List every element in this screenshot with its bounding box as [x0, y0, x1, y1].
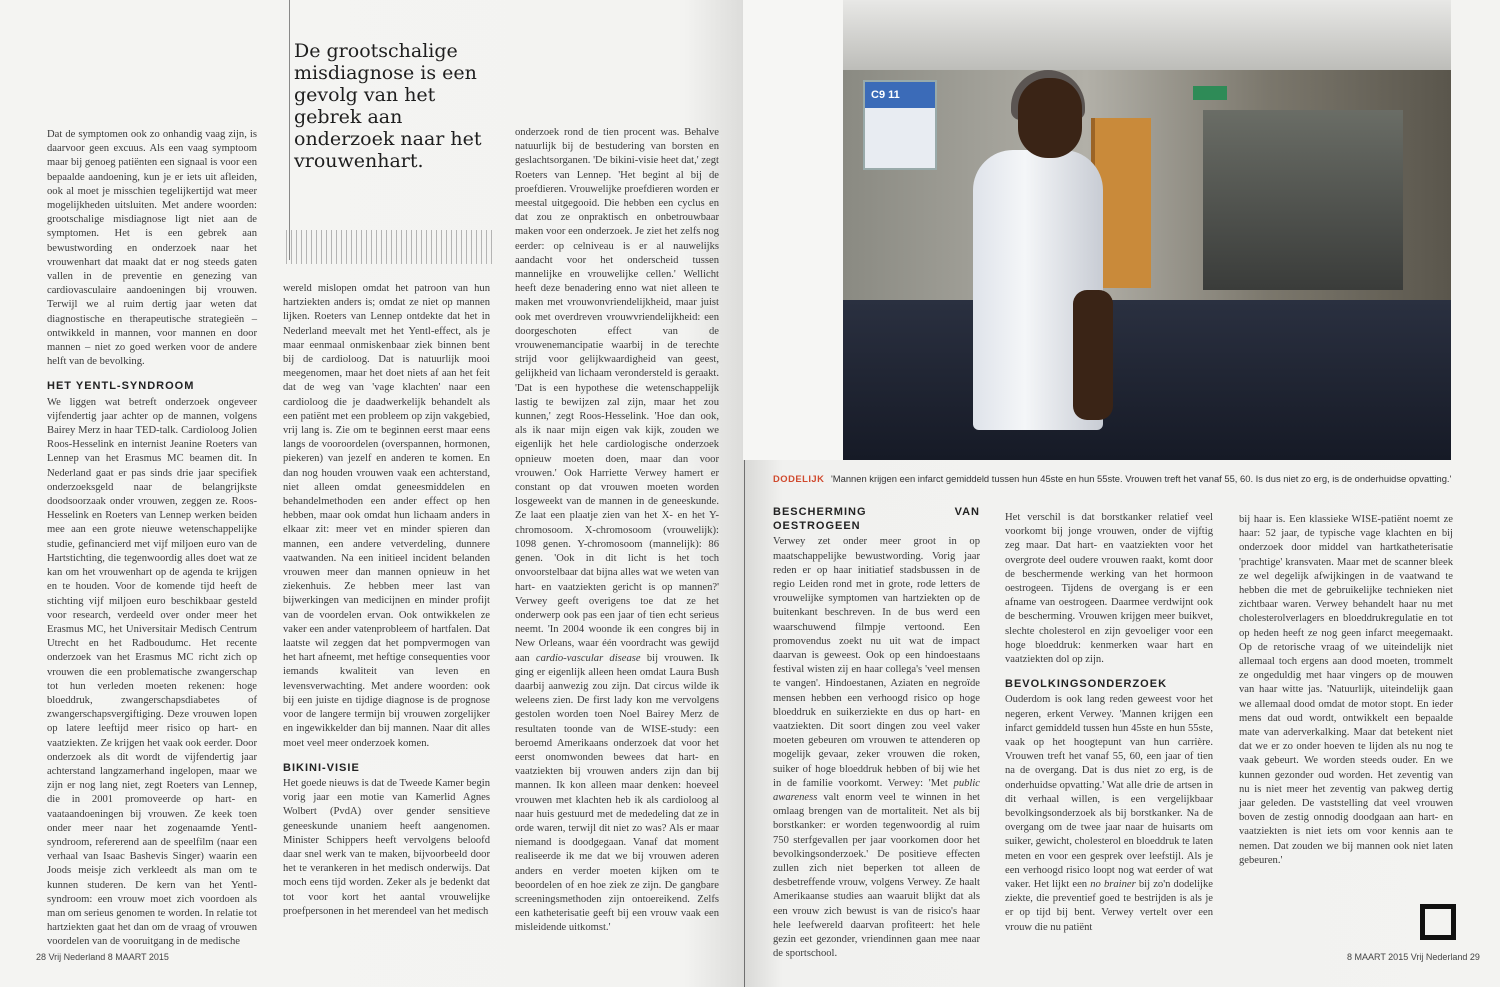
body-paragraph — [773, 535, 980, 961]
right-column-3 — [1239, 513, 1453, 868]
body-text: Verwey zet onder meer groot in op maatschappelijke bewustwording. Vorig jaar reden er op haar initiatief stadsbussen in de regio Leiden rond met in grote, rode letters de vrouwelijke symptomen van hartziekten op de buitenkant beschreven. In de bus werd een waarschuwend filmpje vertoond. Een promovendus zoekt nu uit wat de impact daarvan is geweest. Ook op een hindoestaans festival wisten zij en haar collega's 'veel mensen te vangen'. Hindoestanen, Aziaten en negroïde mensen hebben een verhoogd risico op hoge bloeddruk en suikerziekte en dus op hart- en vaatziekten. Dit soort dingen zou veel vaker moeten gebeuren om vrouwen te attenderen op mogelijk gevaar, zeker vrouwen die roken, suiker of hoge bloeddruk hebben of bij wie het in de familie voorkomt. Verwey: 'Met — [773, 536, 980, 789]
caption-label: DODELIJK — [773, 473, 825, 484]
intro-paragraph: Dat de symptomen ook zo onhandig vaag zijn, is daarvoor geen excuus. Als een vaag symptoom maar bij genoeg patiënten een signaal is voor een bepaalde aandoening, kun je er iets uit afleiden, ook al moet je misschien tegelijkertijd wat meer mogelijkheden uitsluiten. Met andere woorden: grootschalige misdiagnose ligt niet aan de symptomen. Het is een gebrek aan bewustwording en onderzoek naar het vrouwenhart dat maakt dat er nog steeds gaten vallen in de preventie en genezing van cardiovasculaire aandoeningen bij vrouwen. Terwijl we al ruim dertig jaar weten dat diagnostische en therapeutische strategieën – ontwikkeld in mannen, voor mannen en door mannen – niet zo goed werken voor de andere helft van de bevolking. — [47, 129, 257, 368]
left-column-2 — [283, 282, 490, 919]
right-column-1 — [773, 505, 980, 962]
photo-doctor-arm — [1073, 290, 1113, 420]
folio-right: 8 MAART 2015 Vrij Nederland 29 — [1347, 952, 1480, 962]
photo-ceiling — [843, 0, 1451, 70]
body-paragraph: wereld mislopen omdat het patroon van hun hartziekten anders is; omdat ze niet op mannen lijken. Roeters van Lennep ontdekte dat het in Nederland meevalt met het Yentl-effect, als je maar eenmaal onmiskenbaar ziek binnen bent bij de cardioloog. Dat is natuurlijk mooi meegenomen, maar het doet niets af aan het feit dat de weg van 'vage klachten' naar een cardioloog die je daadwerkelijk behandelt als een patiënt met een probleem op zijn vakgebied, vrij lang is. Zie om te beginnen eerst maar eens langs de vooroordelen (overspannen, hormonen, piekeren) van jezelf en anderen te komen. En dan nog houden vrouwen vaak een achterstand, niet alleen omdat geneesmiddelen en behandelmethoden een ander effect op hen hebben, maar ook omdat hun lichaam anders in elkaar zit: meer vet en minder spieren dan mannen, een andere vetverdeling, dunnere vaatwanden. Na een initieel incident belanden vrouwen meer dan mannen opnieuw in het ziekenhuis. Ze hebben meer last van bijwerkingen van medicijnen en minder profijt van de voordelen ervan. Ook ontwikkelen ze vaker een ander vatenprobleem of hartfalen. Dat laatste wil zeggen dat het pompvermogen van het hart afneemt, met heftige consequenties voor iemands kwaliteit van leven en levensverwachting. Met andere woorden: ook bij een juiste en tijdige diagnose is de prognose voor de langere termijn bij vrouwen zorgelijker en ingewikkelder dan bij mannen. Naar dit alles moet veel meer onderzoek komen. — [283, 283, 490, 749]
body-text: Ouderdom is ook lang reden geweest voor het negeren, erkent Verwey. 'Mannen krijgen een infarct gemiddeld tussen hun 45ste en hun 55ste, vaak op het hoogtepunt van hun carrière. Vrouwen treft het vanaf 55, 60, een jaar of tien na de overgang. Dat is dus niet zo erg, is de onderhuidse opvatting.' Wat alle drie de artsen in dit verhaal willen, is een vergelijkbaar bevolkingsonderzoek als bij borstkanker. Na de overgang om de twee jaar naar de huisarts om suiker, gewicht, cholesterol en bloeddruk te laten meten en voor een gesprek over leefstijl. Als je een verhoogd risico loopt nog wat eerder of wat vaker. Het lijkt een — [1005, 694, 1213, 891]
section-heading-bikini: BIKINI-VISIE — [283, 761, 360, 774]
body-paragraph — [1005, 693, 1213, 934]
emphasis-text: no brainer — [1090, 879, 1136, 891]
pullquote: De grootschalige misdiagnose is een gevolg van het gebrek aan onderzoek naar het vrouwenhart. — [294, 40, 482, 172]
section-heading-oestrogeen: BESCHERMING VAN OESTROGEEN — [773, 506, 980, 533]
photo-corridor — [1203, 110, 1403, 290]
body-paragraph: Het goede nieuws is dat de Tweede Kamer begin vorig jaar een motie van Kamerlid Agnes Wolbert (PvdA) over gender sensitieve geneeskunde unaniem heeft aangenomen. Minister Schippers heeft vervolgens beloofd daar snel werk van te maken, bijvoorbeeld door het te verankeren in het medisch onderwijs. Dat moch eens tijd worden. Zeker als je bedenkt dat tot voor kort het aantal vrouwelijke proefpersonen in het merendeel van het medisch — [283, 777, 490, 917]
body-paragraph: We liggen wat betreft onderzoek ongeveer vijfendertig jaar achter op de mannen, volgens Bairey Merz in haar TED-talk. Cardioloog Jolien Roos-Hesselink en internist Jeanine Roeters van Lennep van het Erasmus MC beamen dit. In Nederland gaat er pas sinds drie jaar specifiek onderzoeksgeld naar de belangrijkste doodsoorzaak onder vrouwen, zeggen ze. Roos-Hesselink en Roeters van Lennep werken beiden mee aan een grote nieuwe wetenschappelijke studie, gefinancierd met vijf miljoen euro van de Hartstichting, die tegenwoordig alles doet wat ze kan om het vrouwenhart op de agenda te krijgen en te houden. Voor de komende tijd heeft de stichting vijf miljoen euro beschikbaar gesteld voor research, verdeeld over onder meer het Erasmus MC, het Universitair Medisch Centrum Utrecht en het Radboudumc. Het recente onderzoek van het Erasmus MC richt zich op vrouwen die een problematische zwangerschap tot hun verleden moeten rekenen: hoge bloeddruk, zwangerschapsdiabetes of zwangerschapsvergiftiging. Deze vrouwen lopen op latere leeftijd meer risico op hart- en vaatziekten. Ze krijgen het vaak ook eerder. Door onderzoek als dit wordt de vijfendertig jaar achterstand langzamerhand ingelopen, maar we zijn er nog lang niet, zegt Roeters van Lennep, die in 2001 promoveerde op hart- en vaataandoeningen bij vrouwen. Ze keek toen onder meer naar het zogenaamde Yentl-syndroom, refererend aan de speelfilm (naar een verhaal van Isaac Bashevis Singer) waarin een Joods meisje zich verkleedt als man om te kunnen studeren. De kern van het Yentl-syndroom: een vrouw moet zich voordoen als man om serieus genomen te worden. In relatie tot hartziekten gaat het dan om de vraag of vrouwen voordelen van de vooruitgang in de medische — [47, 396, 257, 948]
room-sign — [863, 80, 937, 170]
emphasis-text: public awareness — [773, 777, 980, 804]
body-text: valt enorm veel te winnen in het omlaag brengen van de mortaliteit. Net als bij borstkanker: er worden tegenwoordig al ruim 750 sterfgevallen per jaar voorkomen door het bevolkingsonderzoek.' De positieve effecten zullen zich niet beperken tot alleen de desbetreffende vrouw, volgens Verwey. Ze haalt Amerikaanse studies aan waaruit blijkt dat als een vrouw zich bewust is van de risico's haar hele leefwereld daarvan profiteert: het hele gezin eet gezonder, vriendinnen gaan mee naar de sportschool. — [773, 792, 981, 960]
body-text: onderzoek rond de tien procent was. Behalve natuurlijk bij de bestudering van borsten en geslachtsorganen. 'De bikini-visie heet dat,' zegt Roeters van Lennep. 'Het begint al bij de proefdieren. Vrouwelijke proefdieren worden er meestal uitgegooid. Die hebben een cyclus en dat zou ze onpraktisch en onbetrouwbaar maken voor een onderzoek. Je ziet het zelfs nog eerder: op celniveau is er al nauwelijks aandacht voor het onderscheid tussen mannelijke en vrouwelijke cellen.' Wellicht heeft deze benadering enno wat niet alleen te maken met vrouwonvriendelijkheid, maar juist ook met overdreven vrouwvriendelijkheid: een doorgeschoten effect van de vrouwenemancipatie waarbij in de terechte strijd voor gelijkwaardigheid van geest, gelijkheid van lichaam verondersteld is geraakt. 'Dat is een hypothese die wetenschappelijk lastig te bewijzen zal zijn, maar het zou kunnen,' zegt Roos-Hesselink. 'Hoe dan ook, als ik naar mijn eigen vak kijk, zouden we eigenlijk het hele cardiologische onderzoek opnieuw moeten doen, maar dan voor vrouwen.' Ook Harriette Verwey hamert er constant op dat vrouwen moeten worden losgeweekt van de mannen in de geneeskunde. Ze laat een plaatje zien van het X- en het Y-chromosoom. X-chromosoom (vrouwelijk): 1098 genen. Y-chromosoom (mannelijk): 86 genen. 'Ook in dit licht is het toch onvoorstelbaar dat bijna alles wat we weten van hart- en vaatziekten gericht is op mannen?' Verwey geeft overigens toe dat ze het onderwerp ook pas een jaar of tien echt serieus neemt. 'In 2004 woonde ik een congres bij in New Orleans, waar één voordracht was gewijd aan — [515, 127, 719, 664]
emphasis-text: cardio-vascular disease — [535, 652, 641, 664]
exit-sign — [1193, 86, 1227, 100]
body-text: bij zo'n dodelijke ziekte, die preventief goed te bestrijden is als je er op tijd bij bent. Verwey vertelt over een vrouw die nu patiënt — [1005, 879, 1213, 933]
photo-caption — [773, 473, 1453, 484]
body-paragraph: Het verschil is dat borstkanker relatief veel voorkomt bij jonge vrouwen, onder de vijftig zeg maar. Dat hart- en vaatziekten voor het overgrote deel oudere vrouwen raakt, komt door de beschermende werking van het hormoon oestrogeen. Tijdens de overgang is er een afname van oestrogeen. Daarmee verdwijnt ook de bescherming. Vrouwen krijgen meer buikvet, slechte cholesterol en zijn gevoeliger voor een hoge bloeddruk: kenmerken waar hart en vaatziekten dol op zijn. — [1005, 512, 1213, 666]
photo-doctor-face — [1018, 78, 1082, 158]
folio-left: 28 Vrij Nederland 8 MAART 2015 — [36, 952, 169, 962]
section-heading-bevolkingsonderzoek: BEVOLKINGSONDERZOEK — [1005, 678, 1168, 691]
photo-floor — [843, 300, 1451, 460]
section-heading-yentl: HET YENTL-SYNDROOM — [47, 380, 195, 393]
left-page — [0, 0, 744, 987]
left-column-1 — [47, 128, 257, 950]
pullquote-rule — [289, 0, 290, 260]
doctor-photo — [843, 0, 1451, 460]
left-column-3 — [515, 126, 719, 936]
right-column-2 — [1005, 511, 1213, 935]
caption-text: 'Mannen krijgen een infarct gemiddeld tussen hun 45ste en hun 55ste. Vrouwen treft het vanaf 55, 60. Is dus niet zo erg, is de onderhuidse opvatting.' — [831, 473, 1452, 484]
photo-margin — [743, 0, 843, 460]
room-sign-label: C9 11 — [865, 82, 935, 108]
pullquote-hatch-ornament — [286, 230, 492, 264]
body-text: bij vrouwen. Ik ging er eigenlijk alleen heen omdat Laura Bush daarbij aanwezig zou zijn. Dat circus wilde ik weleens zien. De first lady kon me vervolgens gestolen worden toen Noel Bairey Merz de resultaten toonde van de WISE-study: een beroemd Amerikaans onderzoek dat voor het eerst onomwonden bewees dat hart- en vaatziekten bij vrouwen anders zijn dan bij mannen. Ik kon alleen maar denken: hoeveel vrouwen met klachten heb ik als cardioloog al naar huis gestuurd met de mededeling dat ze in orde waren, terwijl dit niet zo was? Als er maar niemand is doodgegaan. Vanaf dat moment realiseerde ik me dat we bij vrouwen aderen anders en verder moeten kijken om te beoordelen of en hoe ziek ze zijn. De gangbare screeningsmethoden zijn ontoereikend. Zelfs een katheterisatie geeft bij een vrouw vaak een misleidende uitkomst.' — [515, 652, 719, 934]
end-of-article-mark — [1420, 904, 1456, 940]
body-paragraph — [515, 126, 719, 936]
body-paragraph: bij haar is. Een klassieke WISE-patiënt noemt ze haar: 52 jaar, de typische vage klachten en bij onderzoek door middel van hartkatheterisatie 'prachtige' kransvaten. Maar met de scanner bleek ze wel degelijk afwijkingen in de vaatwand te hebben die met de gebruikelijke technieken niet zichtbaar waren. Verwey behandelt haar nu met cholesterolverlagers en bloeddrukregulatie en tot op heden heeft ze nog geen infarct meegemaakt. Op de retorische vraag of we uiteindelijk niet allemaal toch ergens aan dood moeten, trommelt ze ongeduldig met haar vingers op de mouwen van haar witte jas. 'Natuurlijk, uiteindelijk gaan we allemaal dood omdat de motor stopt. En ieder mens dat oud wordt, ontwikkelt een bepaalde mate van aderverkalking. Maar dat betekent niet dat we er zo onder hoeven te lijden als nu nog te vaak gebeurt. We worden steeds ouder. En we kunnen gezonder oud worden. Het zeventig van nu is niet meer het zeventig van pakweg dertig jaar geleden. De vaststelling dat veel vrouwen boven de zestig onnodig doodgaan aan hart- en vaatziekten is niet iets om voor kennis aan te nemen. Dat zouden we bij mannen ook niet laten gebeuren.' — [1239, 514, 1453, 866]
